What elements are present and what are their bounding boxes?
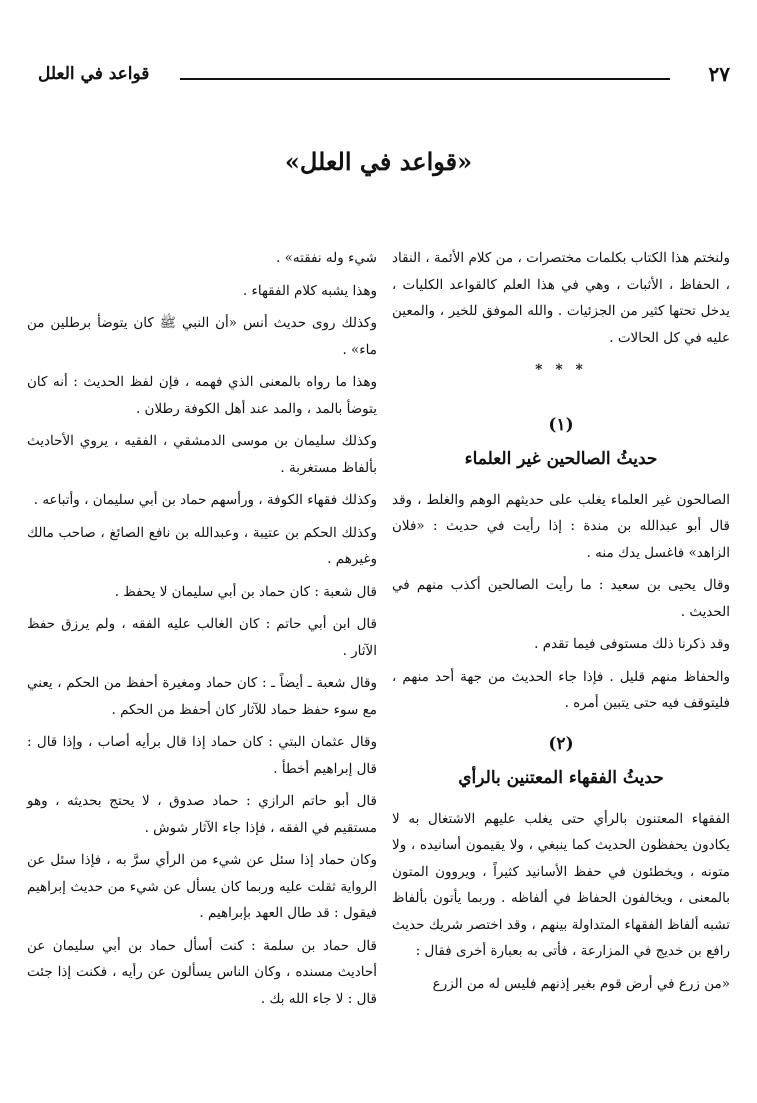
body-paragraph: والحفاظ منهم قليل . فإذا جاء الحديث من جهة أحد منهم ، فليتوقف فيه حتى يتبين أمره . bbox=[392, 668, 730, 711]
body-paragraph: وكذلك فقهاء الكوفة ، ورأسهم حماد بن أبي سليمان ، وأتباعه . bbox=[33, 492, 377, 508]
body-paragraph: قال ابن أبي حاتم : كان الغالب عليه الفقه ، ولم يرزق حفظ الآثار . bbox=[27, 616, 377, 659]
body-paragraph: وهذا ما رواه بالمعنى الذي فهمه ، فإن لفظ الحديث : أنه كان يتوضأ بالمد ، والمد عند أهل الكوفة رطلان . bbox=[27, 374, 377, 417]
chapter-title: «قواعد في العلل» bbox=[284, 147, 473, 176]
body-paragraph: وكذلك روى حديث أنس «أن النبي ﷺ كان يتوضأ برطلين من ماء» . bbox=[27, 315, 377, 358]
page-header bbox=[30, 62, 730, 92]
body-paragraph: وقال عثمان البتي : كان حماد إذا قال برأيه أصاب ، وإذا قال : قال إبراهيم أخطأ . bbox=[27, 734, 377, 777]
section-heading: حديثُ الصالحين غير العلماء bbox=[464, 449, 658, 469]
body-paragraph: وقال يحيى بن سعيد : ما رأيت الصالحين أكذب منهم في الحديث . bbox=[392, 577, 730, 620]
body-paragraph: وكذلك الحكم بن عتيبة ، وعبدالله بن نافع الصائغ ، صاحب مالك وغيرهم . bbox=[27, 524, 377, 567]
body-paragraph: وقال شعبة ـ أيضاً ـ : كان حماد ومغيرة أحفظ من الحكم ، يعني مع سوء حفظ حماد للآثار كان أحفظ من الحكم . bbox=[27, 675, 377, 718]
body-paragraph: وكذلك سليمان بن موسى الدمشقي ، الفقيه ، يروي الأحاديث بألفاظ مستغربة . bbox=[27, 433, 377, 476]
section-heading: حديثُ الفقهاء المعتنين بالرأي bbox=[458, 768, 664, 788]
header-rule bbox=[180, 78, 670, 80]
body-paragraph: «من زرع في أرض قوم بغير إذنهم فليس له من الزرع bbox=[432, 975, 730, 992]
page-number: ٢٧ bbox=[708, 62, 730, 86]
section-separator: * * * bbox=[535, 362, 587, 378]
intro-paragraph: ولنختم هذا الكتاب بكلمات مختصرات ، من كلام الأئمة ، النقاد ، الحفاظ ، الأثبات ، وهي في هذا العلم كالقواعد الكليات ، يدخل تحتها كثير من الجزئيات . والله الموفق للخير ، والمعين عليه في كل الحالات . bbox=[392, 250, 730, 346]
body-paragraph: الصالحون غير العلماء يغلب على حديثهم الوهم والغلط ، وقد قال أبو عبدالله بن مندة : إذا رأيت في حديث : «فلان الزاهد» فاغسل يدك منه . bbox=[392, 491, 730, 561]
body-paragraph: قال أبو حاتم الرازي : حماد صدوق ، لا يحتج بحديثه ، وهو مستقيم في الفقه ، فإذا جاء الآثار شوش . bbox=[27, 793, 377, 836]
body-paragraph: وهذا يشبه كلام الفقهاء . bbox=[242, 282, 377, 299]
body-paragraph: وقد ذكرنا ذلك مستوفى فيما تقدم . bbox=[534, 636, 730, 652]
body-paragraph: قال شعبة : كان حماد بن أبي سليمان لا يحفظ . bbox=[114, 583, 377, 600]
body-paragraph: قال حماد بن سلمة : كنت أسأل حماد بن أبي سليمان عن أحاديث مسنده ، وكان الناس يسألون عن رأيه ، فكنت إذا جئت قال : لا جاء الله بك . bbox=[27, 937, 377, 1007]
right-column bbox=[392, 245, 730, 1003]
body-paragraph: وكان حماد إذا سئل عن شيء من الرأي سرَّ به ، فإذا سئل عن الرواية ثقلت عليه وربما كان يسأل عن شيء من حديث إبراهيم فيقول : قد طال العهد بإبراهيم . bbox=[27, 852, 377, 921]
running-title: قواعد في العلل bbox=[38, 64, 150, 84]
left-column bbox=[27, 245, 377, 1018]
body-paragraph: الفقهاء المعتنون بالرأي حتى يغلب عليهم الاشتغال به لا يكادون يحفظون الحديث كما ينبغي ، ولا يقيمون أسانيده ، ولا متونه ، ويخطئون في حفظ الأسانيد كثيراً ، ويروون المتون بالمعنى ، ويخالفون الحفاظ في ألفاظه . وربما يأتون بألفاظ تشبه ألفاظ الفقهاء المتداولة بينهم ، وقد اختصر شريك حديث رافع بن خديج في المزارعة ، فأتى به بعبارة أخرى فقال : bbox=[392, 810, 730, 959]
body-paragraph: شيء وله نفقته» . bbox=[276, 250, 377, 266]
section-number: (١) bbox=[548, 414, 574, 435]
section-number: (٢) bbox=[548, 733, 574, 754]
